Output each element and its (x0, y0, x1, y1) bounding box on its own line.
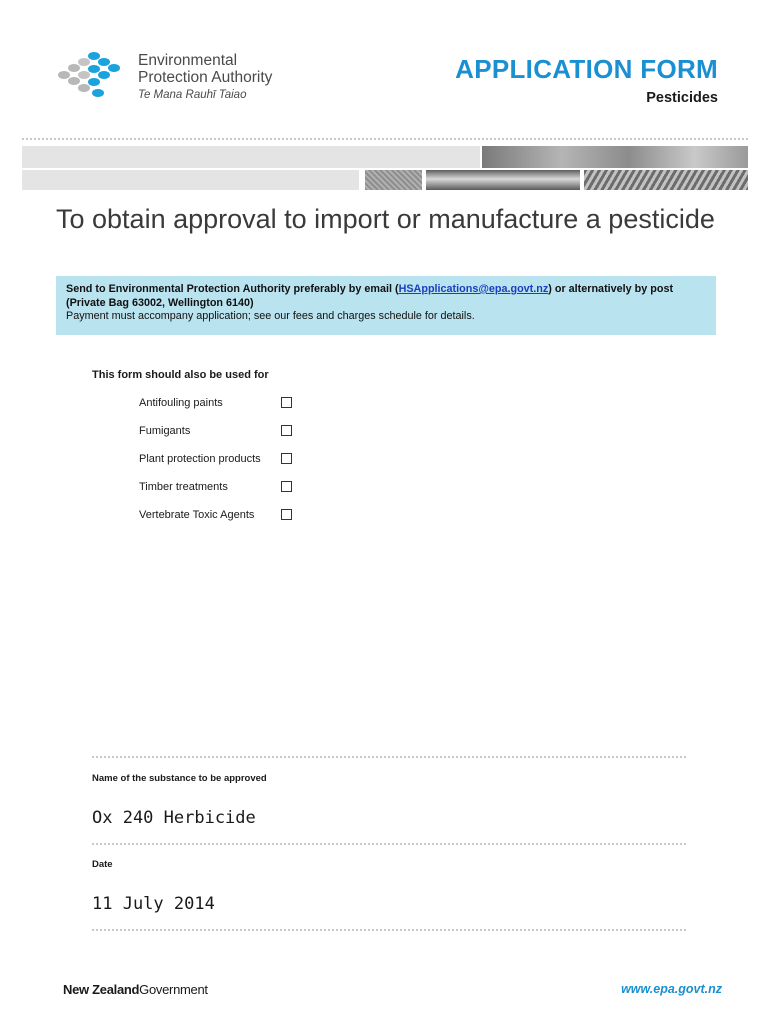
send-instructions-suffix: ) or alternatively by post (548, 283, 674, 295)
option-label: Timber treatments (139, 481, 228, 493)
checkbox-vertebrate-toxic-agents[interactable] (281, 509, 292, 520)
page-heading: To obtain approval to import or manufacture a pesticide (56, 204, 715, 234)
postal-address: (Private Bag 63002, Wellington 6140) (66, 296, 254, 309)
banner-photo-fern (584, 170, 748, 190)
date-label: Date (92, 859, 113, 870)
form-title: APPLICATION FORM (455, 54, 718, 84)
form-subtitle: Pesticides (646, 90, 718, 106)
banner-photo-leaves (482, 146, 748, 168)
website-link[interactable]: www.epa.govt.nz (621, 982, 722, 996)
send-instructions-prefix: Send to Environmental Protection Authority preferably by email ( (66, 283, 399, 295)
nz-government-logo (63, 982, 208, 997)
org-name-line2: Protection Authority (138, 69, 273, 86)
epa-logo (54, 50, 134, 105)
checkbox-antifouling-paints[interactable] (281, 397, 292, 408)
option-label: Fumigants (139, 425, 191, 437)
epa-dots-logo-icon (58, 52, 120, 97)
email-link[interactable]: HSApplications@epa.govt.nz (398, 283, 549, 295)
org-name-line1: Environmental (138, 52, 238, 69)
checkbox-plant-protection-products[interactable] (281, 453, 292, 464)
org-name (138, 52, 272, 104)
banner-band-top (22, 146, 480, 168)
option-label: Antifouling paints (139, 397, 223, 409)
option-label: Plant protection products (139, 453, 261, 465)
org-name-maori: Te Mana Rauhī Taiao (138, 89, 247, 101)
field-divider (92, 756, 686, 758)
field-divider (92, 843, 686, 845)
banner-photo-clouds (426, 170, 580, 190)
field-divider (92, 929, 686, 931)
nz-government-part1: New Zealand (63, 982, 140, 997)
substance-name-label: Name of the substance to be approved (92, 773, 267, 784)
option-label: Vertebrate Toxic Agents (139, 509, 255, 521)
substance-name-field[interactable]: Ox 240 Herbicide (92, 808, 256, 828)
nz-government-part2: Government (139, 982, 208, 997)
payment-note: Payment must accompany application; see our fees and charges schedule for details. (66, 310, 475, 322)
date-field[interactable]: 11 July 2014 (92, 894, 215, 914)
checkbox-timber-treatments[interactable] (281, 481, 292, 492)
also-used-label: This form should also be used for (92, 369, 269, 381)
header-divider (22, 138, 748, 140)
banner-band-bottom (22, 170, 359, 190)
banner-photo-texture (365, 170, 422, 190)
checkbox-fumigants[interactable] (281, 425, 292, 436)
submission-info-box (56, 276, 716, 335)
